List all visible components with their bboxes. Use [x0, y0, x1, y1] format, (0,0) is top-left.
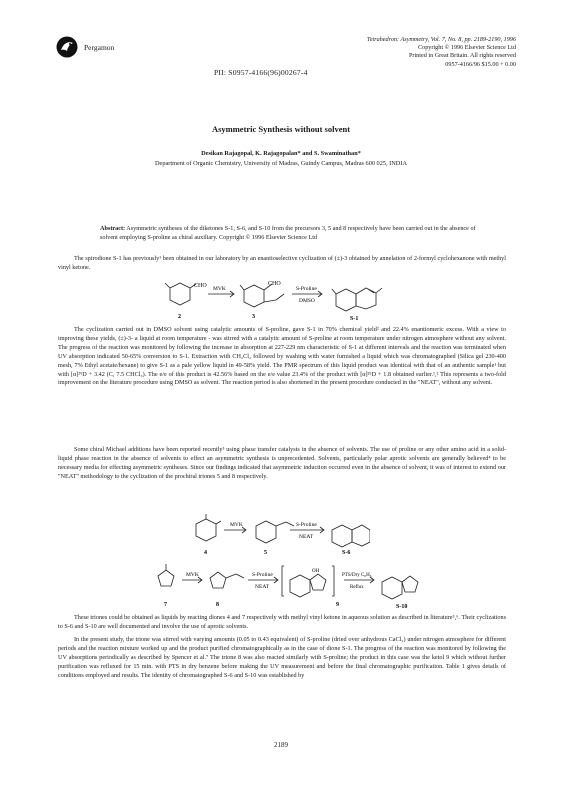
paragraph-5-text: In the present study, the trione was stirred with varying amounts (0.05 to 0.43 equivalent) of S-proline (dried over anhydrous CaCl₂) under nitrogen atmosphere for different periods and the reaction mixture worked up and the product purified chromatographically as in the case of dione S-1. The progress of the reaction was monitored by following the UV absorptions periodically as described by Spencer et al.⁷ The trione 8 was also reacted similarly with S-proline; the product in this case was the ketol 9 which without further purification was refluxed for 15 min. with PTS in dry benzene before making the UV measurement and before the final chromatographic purification. Table 1 gives details of conditions employed and results. The identity of chromatographed S-6 and S-10 was established by: [58, 636, 506, 679]
compound-5-label: 5: [264, 550, 267, 556]
cho-label-2: CHO: [268, 281, 281, 287]
scheme-3-drawing: [150, 560, 420, 610]
pergamon-logo: [56, 36, 78, 58]
scheme-3: [150, 560, 420, 610]
compound-7-label: 7: [164, 602, 167, 608]
journal-copyright: Copyright © 1996 Elsevier Science Ltd: [417, 44, 516, 52]
paragraph-3-text: Some chiral Michael additions have been reported recently³ using phase transfer catalysts in the absence of solvents. The use of proline or any other amino acid in a solid-liquid phase reaction in the absence of solvents to effect an asymmetric synthesis is unprecedented. Solvents, particularly polar aprotic solvents are generally believed⁴ to be necessary media for effecting asymmetric syntheses. Since our findings indicated that asymmetric induction occurred even in the absence of solvent, it was of interest to extend our "NEAT" methodology to the cyclization of the prochiral triones 5 and 8 respectively.: [58, 446, 506, 480]
paragraph-1: [58, 255, 506, 273]
scheme-3-reagent-2a: S-Proline: [252, 572, 273, 578]
compound-4-label: 4: [204, 550, 207, 556]
article-authors: Desikan Rajagopal, K. Rajagopalan* and S. Swaminathan*: [201, 150, 361, 157]
article-affiliation: Department of Organic Chemistry, University of Madras, Guindy Campus, Madras 600 025, INDIA: [154, 160, 407, 167]
scheme-2-reagent-2b: NEAT: [299, 534, 314, 540]
compound-3-label: 3: [252, 314, 255, 320]
paragraph-3: [58, 446, 506, 482]
scheme-1-reagent-1: MVK: [213, 286, 226, 292]
scheme-1-drawing: [160, 278, 410, 324]
paragraph-2: [58, 326, 506, 388]
journal-printed: Printed in Great Britain. All rights reserved: [408, 52, 516, 60]
page-number: 2189: [274, 741, 288, 749]
abstract-label: Abstract:: [100, 225, 126, 232]
compound-9-label: 9: [336, 602, 339, 608]
journal-header: [286, 36, 516, 69]
scheme-3-reagent-3a: PTS/Dry C₆H₆: [342, 573, 372, 578]
compound-S6-label: S-6: [342, 550, 351, 556]
compound-2-label: 2: [178, 314, 181, 320]
scheme-2-reagent-2a: S-Proline: [296, 522, 317, 528]
abstract-text: Asymmetric syntheses of the diketones S-1, S-6, and S-10 from the precursors 3, 5 and 8 respectively have been carried out in the absence of solvent employing S-proline as chiral auxiliary. Copyright © 1996 Elsevier Science Ltd: [100, 225, 476, 241]
publisher-name: Pergamon: [84, 43, 115, 52]
article-title: Asymmetric Synthesis without solvent: [211, 124, 351, 134]
scheme-1-reagent-2b: DMSO: [299, 298, 315, 304]
paragraph-4-text: These triones could be obtained as liquids by reacting diones 4 and 7 respectively with methyl vinyl ketone in aqueous solution as described in literature⁵,⁶. Their cyclizations to S-6 and S-10 are well documented and involve the use of aprotic solvents.: [58, 614, 506, 630]
hydroxyl-label: OH: [312, 569, 320, 574]
cho-label-1: CHO: [194, 283, 207, 289]
paragraph-1-text: The spirodione S-1 has previously¹ been obtained in our laboratory by an enantioselective cyclization of (±)-3 obtained by annelation of 2-formyl cyclohexanone with methyl vinyl ketone.: [58, 255, 506, 271]
abstract: [100, 224, 480, 242]
paragraph-4: [58, 614, 506, 632]
paragraph-2-text: The cyclization carried out in DMSO solvent using catalytic amounts of S-proline, gave S-1 in 70% chemical yield² and 22.4% enantiomeric excess. With a view to improving these yields, (±)-3- a liquid at room temperature - was stirred with a catalytic amount of S-proline at room temperature under nitrogen atmosphere without any solvent. The progress of the reaction was monitored by following the increase in absorption at 227-229 nm characteristic of S-1 at different intervals and the reaction was terminated when UV absorption indicated 50-65% conversion to S-1. Extraction with CH₂Cl₂ followed by washing with water furnished a liquid which was chromatographed (Silica gel 230-400 mesh, 7% Ethyl acetate/hexane) to give S-1 as a pale yellow liquid in 49-58% yield. The PMR spectrum of this liquid product was identical with that of an authentic sample¹ but with [α]²⁵D + 3.42 (C, 7.5 CHCl₃). The e/e of this product is 42.56% based on the e/e value 23.4% of the product with [α]²⁵D + 1.8 obtained earlier.¹,² This represents a two-fold improvement on the literature procedure using DMSO as solvent. The reaction period is also shortened in the present procedure conducted in the "NEAT", without any solvent.: [58, 326, 506, 387]
compound-S10-label: S-10: [396, 604, 408, 610]
scheme-2: [190, 512, 370, 556]
scheme-2-reagent-1: MVK: [230, 522, 243, 528]
scheme-3-reagent-1: MVK: [186, 572, 199, 578]
journal-price: 0957-4166/96 $15.00 + 0.00: [445, 60, 516, 68]
pii-line: PII: S0957-4166(96)00267-4: [214, 68, 308, 77]
compound-8-label: 8: [216, 602, 219, 608]
scheme-1: [160, 278, 410, 324]
compound-S1-label: S-1: [350, 316, 359, 322]
journal-citation: Tetrahedron: Asymmetry, Vol. 7, No. 8, pp. 2189-2190, 1996: [366, 36, 516, 43]
scheme-2-drawing: [190, 512, 370, 556]
scheme-3-reagent-3b: Reflux: [350, 585, 364, 590]
paragraph-5: [58, 636, 506, 681]
scheme-1-reagent-2a: S-Proline: [296, 286, 317, 292]
scheme-3-reagent-2b: NEAT: [255, 584, 270, 590]
